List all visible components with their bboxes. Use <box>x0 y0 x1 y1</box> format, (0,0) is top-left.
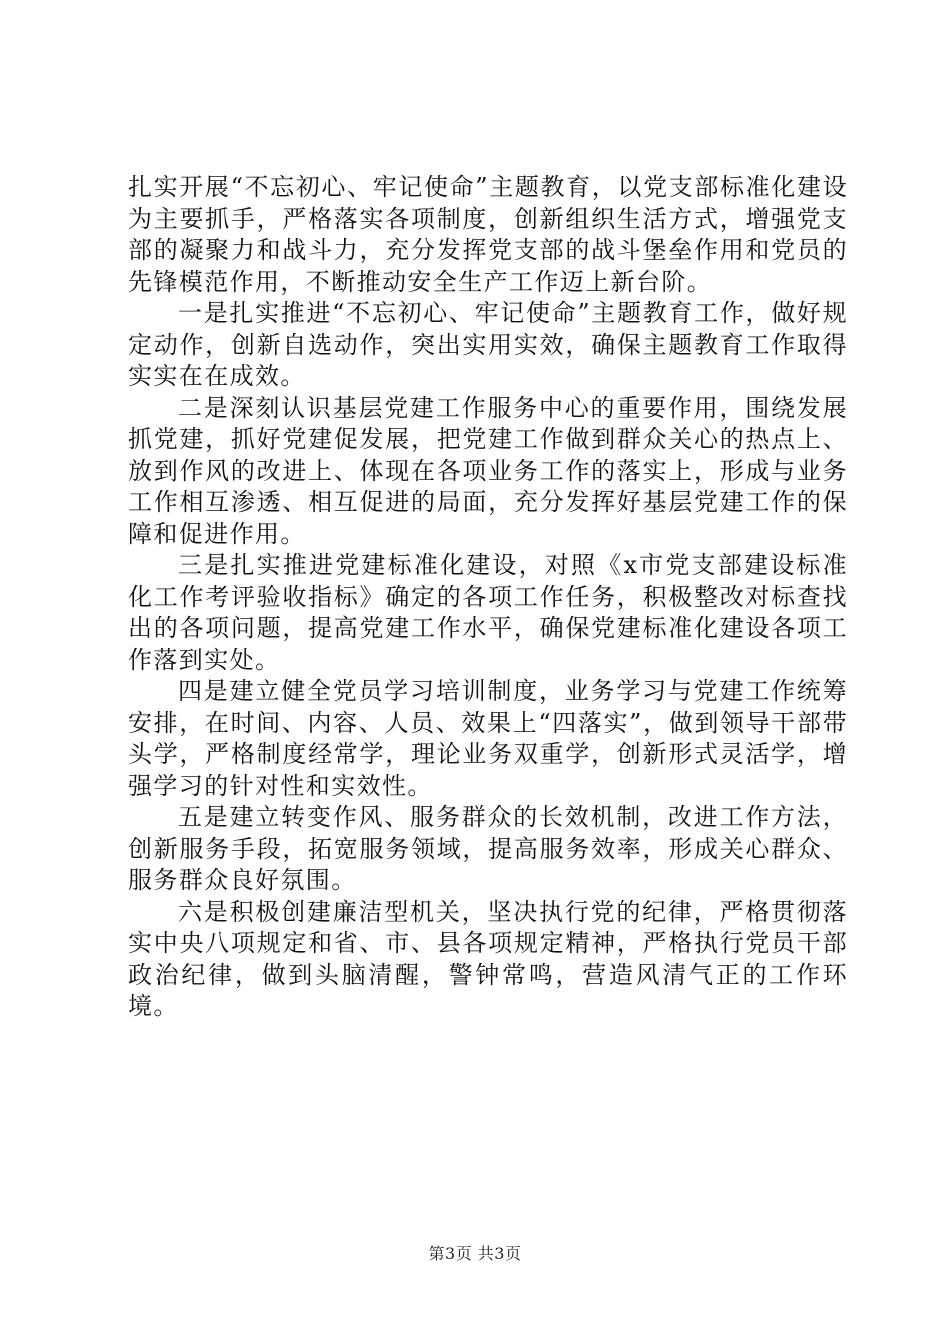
paragraph-item-3: 三是扎实推进党建标准化建设，对照《x市党支部建设标准化工作考评验收指标》确定的各项工作任务，积极整改对标查找出的各项问题，提高党建工作水平，确保党建标准化建设各项工作落到实处。 <box>128 551 848 674</box>
paragraph-item-6: 六是积极创建廉洁型机关，坚决执行党的纪律，严格贯彻落实中央八项规定和省、市、县各项规定精神，严格执行党员干部政治纪律，做到头脑清醒，警钟常鸣，营造风清气正的工作环境。 <box>128 897 848 1020</box>
page-number-footer: 第3页 共3页 <box>428 1244 522 1263</box>
paragraph-item-1: 一是扎实推进“不忘初心、牢记使命”主题教育工作，做好规定动作，创新自选动作，突出实用实效，确保主题教育工作取得实实在在成效。 <box>128 299 848 390</box>
document-body <box>128 172 848 1023</box>
paragraph-item-4: 四是建立健全党员学习培训制度，业务学习与党建工作统筹安排，在时间、内容、人员、效果上“四落实”，做到领导干部带头学，严格制度经常学，理论业务双重学，创新形式灵活学，增强学习的针对性和实效性。 <box>128 677 848 800</box>
paragraph-intro: 扎实开展“不忘初心、牢记使命”主题教育，以党支部标准化建设为主要抓手，严格落实各项制度，创新组织生活方式，增强党支部的凝聚力和战斗力，充分发挥党支部的战斗堡垒作用和党员的先锋模范作用，不断推动安全生产工作迈上新台阶。 <box>128 173 848 296</box>
paragraph-item-5: 五是建立转变作风、服务群众的长效机制，改进工作方法，创新服务手段，拓宽服务领域，提高服务效率，形成关心群众、服务群众良好氛围。 <box>128 803 848 894</box>
paragraph-item-2: 二是深刻认识基层党建工作服务中心的重要作用，围绕发展抓党建，抓好党建促发展，把党建工作做到群众关心的热点上、放到作风的改进上、体现在各项业务工作的落实上，形成与业务工作相互渗透、相互促进的局面，充分发挥好基层党建工作的保障和促进作用。 <box>128 393 848 548</box>
